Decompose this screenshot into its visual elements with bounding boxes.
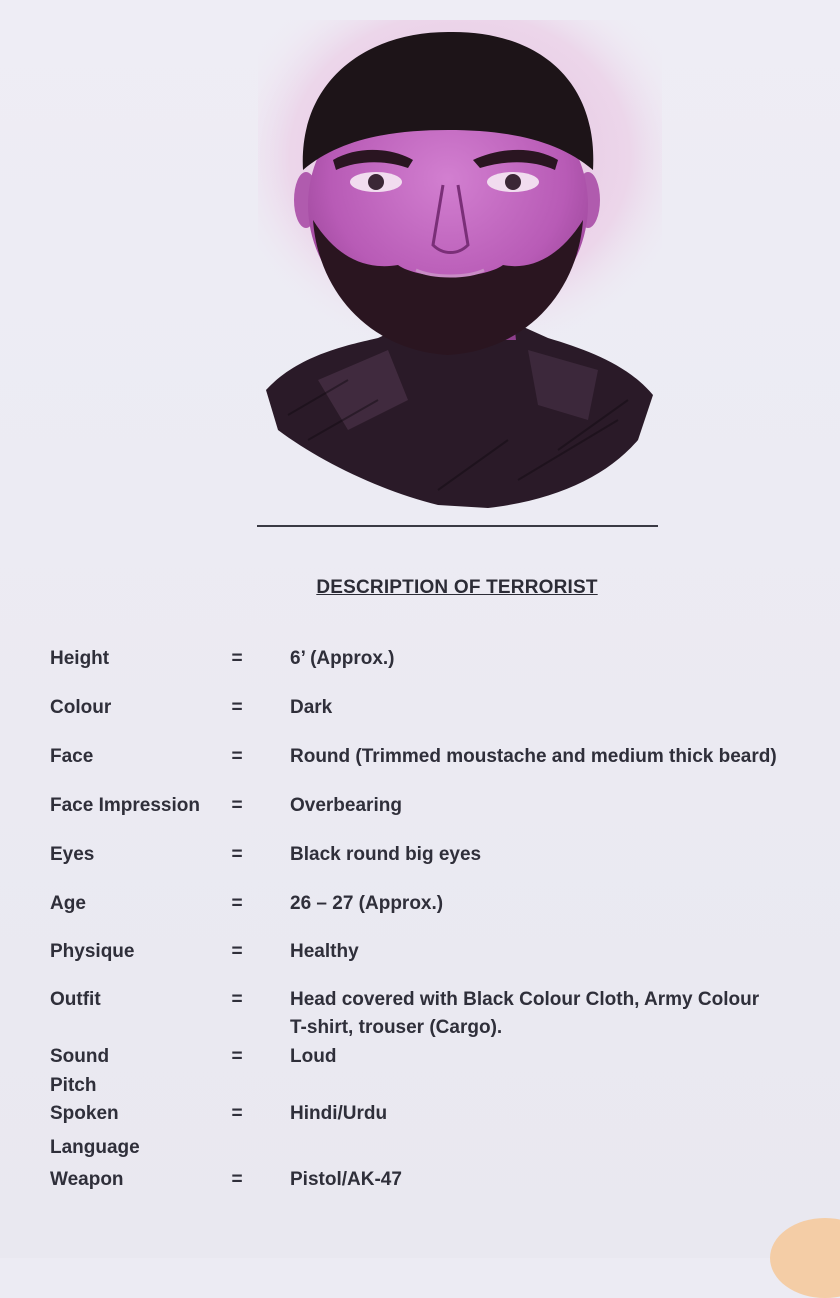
field-value: Pistol/AK-47 bbox=[290, 1169, 402, 1190]
field-value: Healthy bbox=[290, 941, 359, 962]
field-value: Round (Trimmed moustache and medium thick beard) bbox=[290, 746, 777, 767]
field-label: Colour bbox=[50, 697, 112, 718]
field-value: 26 – 27 (Approx.) bbox=[290, 893, 444, 914]
separator-line bbox=[257, 525, 658, 527]
field-label: Outfit bbox=[50, 989, 101, 1010]
equals-sign: = bbox=[231, 1169, 243, 1190]
equals-sign: = bbox=[231, 989, 243, 1010]
field-label: Height bbox=[50, 648, 110, 669]
field-value: Overbearing bbox=[290, 795, 402, 816]
field-value: Head covered with Black Colour Cloth, Army Colour bbox=[290, 989, 760, 1010]
field-label: Age bbox=[50, 893, 86, 914]
suspect-sketch bbox=[258, 20, 662, 520]
equals-sign: = bbox=[231, 844, 243, 865]
field-label: Spoken bbox=[50, 1103, 119, 1124]
field-value: 6’ (Approx.) bbox=[290, 648, 395, 669]
equals-sign: = bbox=[231, 795, 243, 816]
field-label: Language bbox=[50, 1137, 140, 1158]
field-value: Loud bbox=[290, 1046, 337, 1067]
equals-sign: = bbox=[231, 697, 243, 718]
page-corner-mark bbox=[770, 1218, 840, 1298]
field-value: T-shirt, trouser (Cargo). bbox=[290, 1017, 503, 1038]
field-label: Weapon bbox=[50, 1169, 124, 1190]
field-label: Face Impression bbox=[50, 795, 200, 816]
field-label: Eyes bbox=[50, 844, 95, 865]
equals-sign: = bbox=[231, 1046, 243, 1067]
field-value: Dark bbox=[290, 697, 333, 718]
equals-sign: = bbox=[231, 746, 243, 767]
equals-sign: = bbox=[231, 893, 243, 914]
field-label: Physique bbox=[50, 941, 135, 962]
field-label: Pitch bbox=[50, 1075, 97, 1096]
field-label: Sound bbox=[50, 1046, 110, 1067]
field-value: Hindi/Urdu bbox=[290, 1103, 388, 1124]
equals-sign: = bbox=[231, 648, 243, 669]
equals-sign: = bbox=[231, 941, 243, 962]
equals-sign: = bbox=[231, 1103, 243, 1124]
field-label: Face bbox=[50, 746, 94, 767]
document-title: DESCRIPTION OF TERRORIST bbox=[316, 577, 598, 598]
field-value: Black round big eyes bbox=[290, 844, 482, 865]
